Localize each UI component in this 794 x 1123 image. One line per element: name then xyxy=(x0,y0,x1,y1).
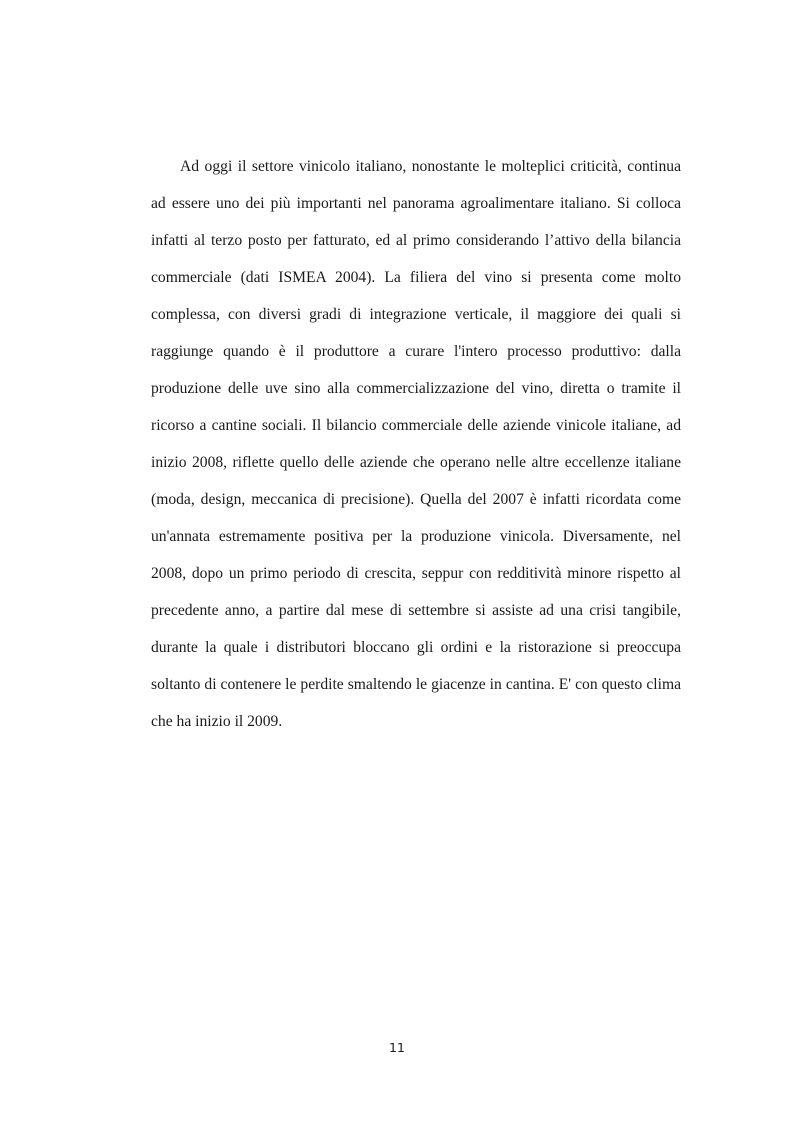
body-text xyxy=(151,148,681,740)
page-number: 11 xyxy=(389,1040,405,1055)
paragraph: Ad oggi il settore vinicolo italiano, nonostante le molteplici criticità, continua ad essere uno dei più importanti nel panorama agroalimentare italiano. Si colloca infatti al terzo posto per fatturato, ed al primo considerando l’attivo della bilancia commerciale (dati ISMEA 2004). La filiera del vino si presenta come molto complessa, con diversi gradi di integrazione verticale, il maggiore dei quali si raggiunge quando è il produttore a curare l'intero processo produttivo: dalla produzione delle uve sino alla commercializzazione del vino, diretta o tramite il ricorso a cantine sociali. Il bilancio commerciale delle aziende vinicole italiane, ad inizio 2008, riflette quello delle aziende che operano nelle altre eccellenze italiane (moda, design, meccanica di precisione). Quella del 2007 è infatti ricordata come un'annata estremamente positiva per la produzione vinicola. Diversamente, nel 2008, dopo un primo periodo di crescita, seppur con redditività minore rispetto al precedente anno, a partire dal mese di settembre si assiste ad una crisi tangibile, durante la quale i distributori bloccano gli ordini e la ristorazione si preoccupa soltanto di contenere le perdite smaltendo le giacenze in cantina. E' con questo clima che ha inizio il 2009. xyxy=(151,158,681,730)
